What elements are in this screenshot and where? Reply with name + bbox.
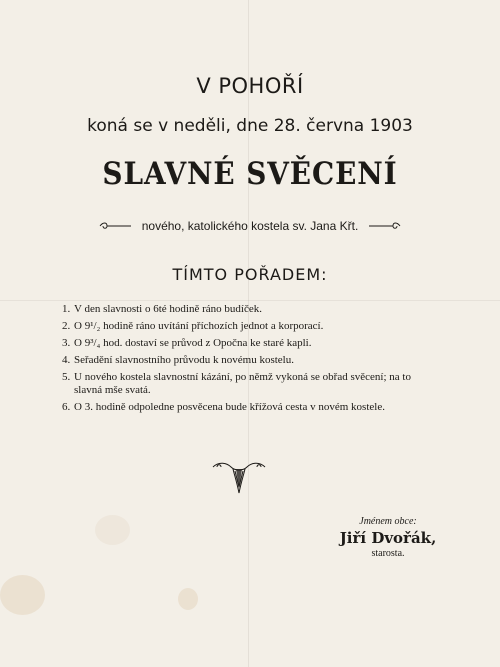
item-text: U nového kostela slavnostní kázání, po němž vykoná se obřad svěcení; na to slavná mše svatá.	[74, 371, 411, 396]
item-number: 2.	[62, 320, 71, 332]
place-heading: V POHOŘÍ	[196, 74, 304, 98]
program-item	[62, 303, 432, 316]
item-text: O 3. hodině odpoledne posvěcena bude křížová cesta v novém kostele.	[74, 400, 385, 413]
mayor-role: starosta.	[371, 548, 405, 559]
order-heading: TÍMTO POŘADEM:	[172, 265, 328, 284]
mayor-name: Jiří Dvořák,	[339, 529, 437, 547]
item-text: Seřadění slavnostního průvodu k novému kostelu.	[74, 354, 294, 366]
church-subtitle: nového, katolického kostela sv. Jana Křt.	[141, 219, 359, 233]
left-flourish-icon	[98, 221, 132, 231]
item-number: 1.	[62, 303, 71, 315]
subtitle-row	[0, 219, 500, 233]
item-text: O 9³/₄ hod. dostaví se průvod z Opočna ke staré kapli.	[74, 337, 312, 349]
item-number: 5.	[62, 371, 71, 383]
ornamental-vignette-icon	[211, 459, 267, 495]
program-item	[62, 337, 432, 350]
item-number: 3.	[62, 337, 71, 349]
item-number: 4.	[62, 354, 71, 366]
program-item	[62, 371, 432, 396]
paper-stain	[0, 575, 45, 615]
program-list	[62, 303, 432, 418]
on-behalf-label: Jménem obce:	[359, 516, 417, 527]
paper-stain	[95, 515, 130, 545]
item-number: 6.	[62, 400, 71, 413]
date-line: koná se v neděli, dne 28. června 1903	[87, 116, 413, 136]
program-item	[62, 320, 432, 333]
program-item	[62, 401, 432, 414]
right-flourish-icon	[368, 221, 402, 231]
item-text: V den slavnosti o 6té hodině ráno budíček.	[74, 303, 262, 315]
event-title: SLAVNÉ SVĚCENÍ	[102, 156, 398, 192]
fold-line-horizontal	[0, 300, 500, 301]
paper-stain	[178, 588, 198, 610]
program-item	[62, 354, 432, 367]
item-text: O 9¹/₂ hodině ráno uvítání příchozích jednot a korporací.	[74, 320, 324, 332]
